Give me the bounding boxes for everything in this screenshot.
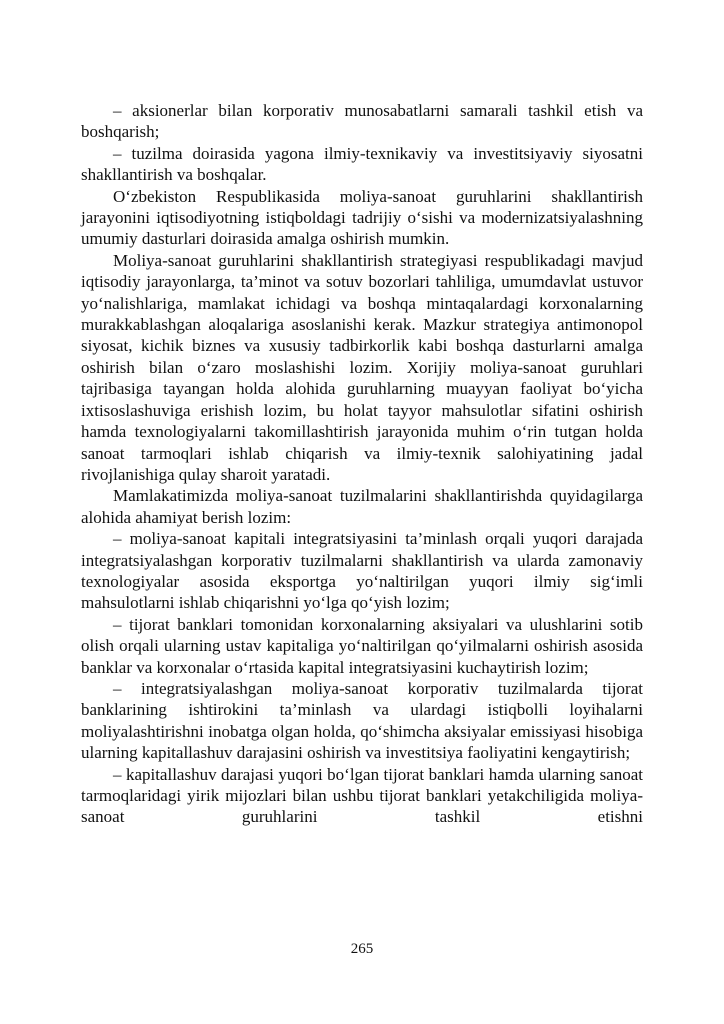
paragraph-7: – tijorat banklari tomonidan korxonalarning aksiyalari va ulushlarini sotib olish orqali ularning ustav kapitaliga yo‘naltirilgan qo‘yilmalarni oshirish asosida banklar va korxonalar o‘rtasida kapital integratsiyasini kuchaytirish lozim; — [81, 614, 643, 677]
paragraph-8: – integratsiyalashgan moliya-sanoat korporativ tuzilmalarda tijorat banklarining ishtirokini ta’minlash va ulardagi istiqbolli loyihalarni moliyalashtirishni inobatga olgan holda, qo‘shimcha aksiyalar emissiyasi hisobiga ularning kapitallashuv darajasini oshirish va investitsiya faoliyatini kengaytirish; — [81, 678, 643, 763]
paragraph-6: – moliya-sanoat kapitali integratsiyasini ta’minlash orqali yuqori darajada integratsiyalashgan korporativ tuzilmalarni shakllantirish va ularda zamonaviy texnologiyalar asosida eksportga yo‘naltirilgan yuqori ilmiy sig‘imli mahsulotlarni ishlab chiqarishni yo‘lga qo‘yish lozim; — [81, 529, 643, 613]
paragraph-1: – aksionerlar bilan korporativ munosabatlarni samarali tashkil etish va boshqarish; — [81, 101, 643, 142]
paragraph-2: – tuzilma doirasida yagona ilmiy-texnikaviy va investitsiyaviy siyosatni shakllantirish va boshqalar. — [81, 143, 643, 185]
page-number: 265 — [350, 941, 374, 957]
paragraph-4: Moliya-sanoat guruhlarini shakllantirish strategiyasi respublikadagi mavjud iqtisodiy jarayonlarga, ta’minot va sotuv bozorlari tahliliga, umumdavlat ustuvor yo‘nalishlariga, mamlakat ichidagi va boshqa mintaqalardagi korxonalarning murakkablashgan aloqalariga asoslanishi kerak. Mazkur strategiya antimonopol siyosat, kichik biznes va xususiy tadbirkorlik kabi boshqa dasturlarni amalga oshirish bilan o‘zaro moslashishi lozim. Xorijiy moliya-sanoat guruhlari tajribasiga tayangan holda alohida guruhlarning muayyan faoliyat bo‘yicha ixtisoslashuviga erishish lozim, bu holat tayyor mahsulotlar sifatini oshirish hamda texnologiyalarni takomillashtirish jarayonida muhim o‘rin tutgan holda sanoat tarmoqlari ishlab chiqarish va ilmiy-texnik salohiyatining jadal rivojlanishiga qulay sharoit yaratadi. — [81, 250, 643, 484]
paragraph-3: O‘zbekiston Respublikasida moliya-sanoat guruhlarini shakllantirish jarayonini iqtisodiyotning istiqboldagi tadrijiy o‘sishi va modernizatsiyalashning umumiy dasturlari doirasida amalga oshirish mumkin. — [81, 186, 643, 249]
paragraph-9: – kapitallashuv darajasi yuqori bo‘lgan tijorat banklari hamda ularning sanoat tarmoqlaridagi yirik mijozlari bilan ushbu tijorat banklari yetakchiligida moliya-sanoat guruhlarini tashkil etishni — [81, 764, 643, 827]
page-body — [81, 100, 643, 828]
paragraph-5: Mamlakatimizda moliya-sanoat tuzilmalarini shakllantirishda quyidagilarga alohida ahamiyat berish lozim: — [81, 486, 643, 527]
